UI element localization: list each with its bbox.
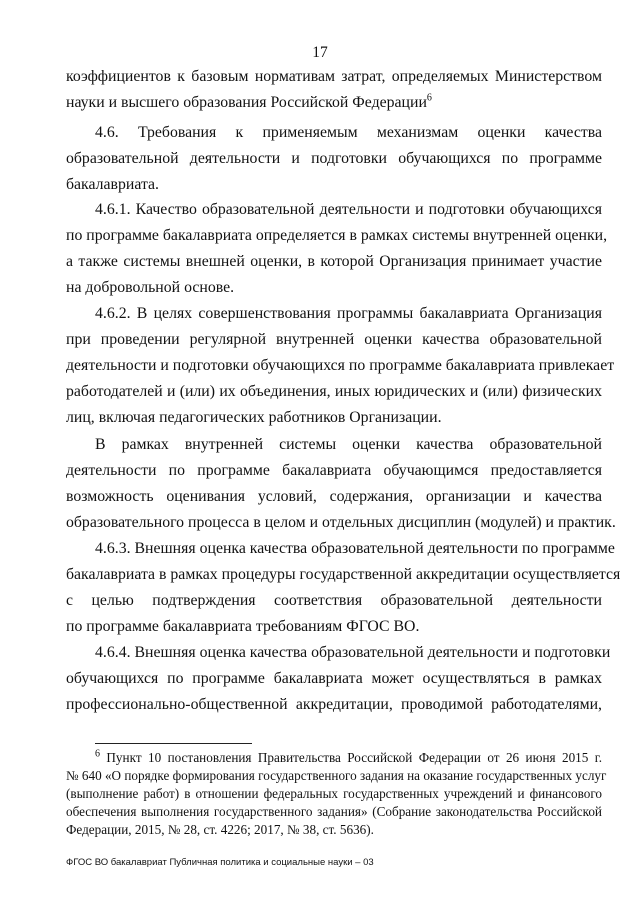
footnote-line: № 640 «О порядке формирования государственного задания на оказание государственных услуг [66,768,607,783]
body-line: 4.6. Требования к применяемым механизмам оценки качества [95,124,602,141]
body-line: В рамках внутренней системы оценки качества образовательной [95,436,602,453]
body-line: работодателей и (или) их объединения, иных юридических и (или) физических [66,383,602,400]
body-line: 4.6.3. Внешняя оценка качества образовательной деятельности по программе [95,540,615,557]
body-line: при проведении регулярной внутренней оценки качества образовательной [66,331,602,348]
footnote-text: Пункт 10 постановления Правительства Российской Федерации от 26 июня 2015 г. [106,750,602,765]
footnote-marker: 6 [95,748,100,760]
body-line: деятельности и подготовки обучающихся по программе бакалавриата привлекает [66,357,615,374]
body-line: образовательного процесса в целом и отдельных дисциплин (модулей) и практик. [66,514,616,531]
footnote-line: Федерации, 2015, № 28, ст. 4226; 2017, № 38, ст. 5636). [66,822,374,837]
body-line: на добровольной основе. [66,279,235,296]
body-line: обучающихся по программе бакалавриата может осуществляться в рамках [66,670,602,687]
body-line: образовательной деятельности и подготовки обучающихся по программе [66,150,602,167]
body-line: а также системы внешней оценки, в которой Организация принимает участие [66,253,602,270]
body-line: коэффициентов к базовым нормативам затрат, определяемых Министерством [66,68,602,85]
body-line: бакалавриата в рамках процедуры государственной аккредитации осуществляется [66,566,621,583]
footnote-line [95,749,602,767]
body-line-text: науки и высшего образования Российской Федерации [66,94,427,111]
body-line: 4.6.4. Внешняя оценка качества образовательной деятельности и подготовки [95,644,611,661]
footnote-reference: 6 [426,92,432,104]
body-line: с целью подтверждения соответствия образовательной деятельности [66,592,602,609]
footnote-separator [95,743,252,744]
page-number: 17 [312,44,328,61]
body-line: деятельности по программе бакалавриата обучающимся предоставляется [66,462,602,479]
body-line: 4.6.1. Качество образовательной деятельности и подготовки обучающихся [95,201,602,218]
body-line: профессионально-общественной аккредитации, проводимой работодателями, [66,696,602,713]
body-line: по программе бакалавриата требованиям ФГОС ВО. [66,618,420,635]
body-line: 4.6.2. В целях совершенствования программы бакалавриата Организация [95,305,602,322]
body-line [66,90,602,116]
document-footer: ФГОС ВО бакалавриат Публичная политика и социальные науки – 03 [66,857,374,868]
body-line: по программе бакалавриата определяется в рамках системы внутренней оценки, [66,227,608,244]
body-line: бакалавриата. [66,176,159,193]
body-line: лиц, включая педагогических работников Организации. [66,409,442,426]
footnote-line: (выполнение работ) в отношении федеральных государственных учреждений и финансового [66,786,602,801]
body-line: возможность оценивания условий, содержания, организации и качества [66,488,602,505]
footnote-line: обеспечения выполнения государственного задания» (Собрание законодательства Российской [66,804,602,819]
